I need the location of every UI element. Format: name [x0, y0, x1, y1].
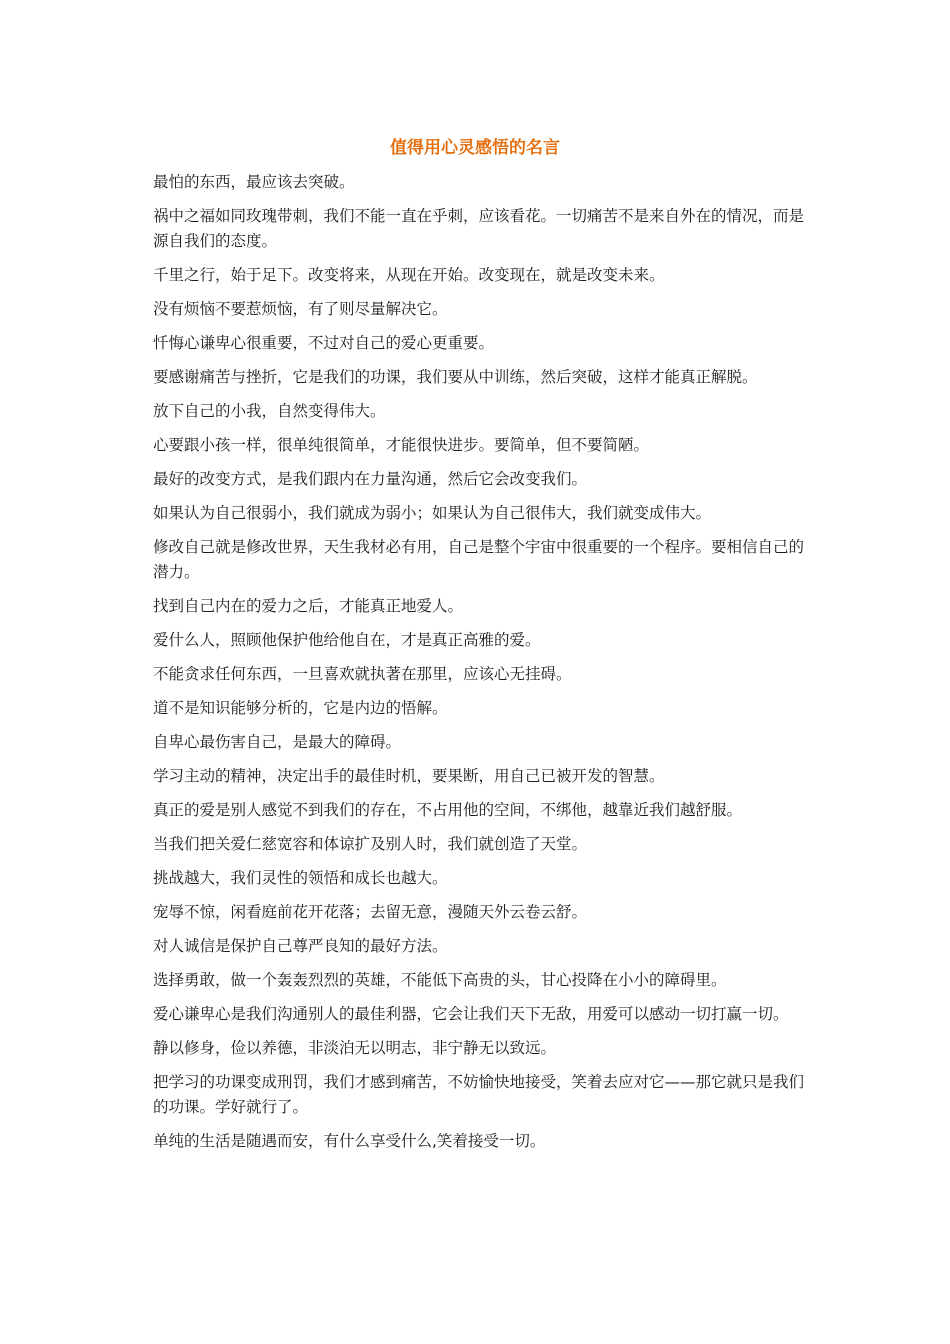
quote-item: 心要跟小孩一样，很单纯很简单，才能很快进步。要简单，但不要简陋。 [153, 436, 650, 454]
quote-item: 最怕的东西，最应该去突破。 [153, 173, 355, 191]
quote-item: 宠辱不惊，闲看庭前花开花落；去留无意，漫随天外云卷云舒。 [153, 903, 588, 921]
quote-item: 把学习的功课变成刑罚，我们才感到痛苦，不妨愉快地接受，笑着去应对它——那它就只是我们的功课。学好就行了。 [153, 1073, 805, 1116]
quote-list [153, 170, 805, 1163]
quote-item: 找到自己内在的爱力之后，才能真正地爱人。 [153, 597, 464, 615]
quote-item: 放下自己的小我，自然变得伟大。 [153, 402, 386, 420]
quote-item: 道不是知识能够分析的，它是内边的悟解。 [153, 699, 448, 717]
quote-item: 修改自己就是修改世界，天生我材必有用，自己是整个宇宙中很重要的一个程序。要相信自己的潜力。 [153, 538, 805, 581]
quote-item: 如果认为自己很弱小，我们就成为弱小；如果认为自己很伟大，我们就变成伟大。 [153, 504, 712, 522]
quote-item: 要感谢痛苦与挫折，它是我们的功课，我们要从中训练，然后突破，这样才能真正解脱。 [153, 368, 758, 386]
quote-item: 爱心谦卑心是我们沟通别人的最佳利器，它会让我们天下无敌，用爱可以感动一切打赢一切。 [153, 1005, 789, 1023]
quote-item: 没有烦恼不要惹烦恼，有了则尽量解决它。 [153, 300, 448, 318]
quote-item: 千里之行，始于足下。改变将来，从现在开始。改变现在，就是改变未来。 [153, 266, 665, 284]
quote-item: 自卑心最伤害自己，是最大的障碍。 [153, 733, 402, 751]
quote-item: 学习主动的精神，决定出手的最佳时机，要果断，用自己已被开发的智慧。 [153, 767, 665, 785]
quote-item: 静以修身，俭以养德，非淡泊无以明志，非宁静无以致远。 [153, 1039, 557, 1057]
quote-item: 祸中之福如同玫瑰带刺，我们不能一直在乎刺，应该看花。一切痛苦不是来自外在的情况，而是源自我们的态度。 [153, 207, 805, 250]
quote-item: 爱什么人，照顾他保护他给他自在，才是真正高雅的爱。 [153, 631, 541, 649]
quote-item: 单纯的生活是随遇而安，有什么享受什么,笑着接受一切。 [153, 1132, 546, 1150]
quote-item: 选择勇敢，做一个轰轰烈烈的英雄，不能低下高贵的头，甘心投降在小小的障碍里。 [153, 971, 727, 989]
quote-item: 挑战越大，我们灵性的领悟和成长也越大。 [153, 869, 448, 887]
quote-item: 真正的爱是别人感觉不到我们的存在，不占用他的空间，不绑他，越靠近我们越舒服。 [153, 801, 743, 819]
quote-item: 忏悔心谦卑心很重要，不过对自己的爱心更重要。 [153, 334, 495, 352]
document-title: 值得用心灵感悟的名言 [390, 138, 560, 158]
quote-item: 对人诚信是保护自己尊严良知的最好方法。 [153, 937, 448, 955]
quote-item: 最好的改变方式，是我们跟内在力量沟通，然后它会改变我们。 [153, 470, 588, 488]
quote-item: 当我们把关爱仁慈宽容和体谅扩及别人时，我们就创造了天堂。 [153, 835, 588, 853]
quote-item: 不能贪求任何东西，一旦喜欢就执著在那里，应该心无挂碍。 [153, 665, 572, 683]
